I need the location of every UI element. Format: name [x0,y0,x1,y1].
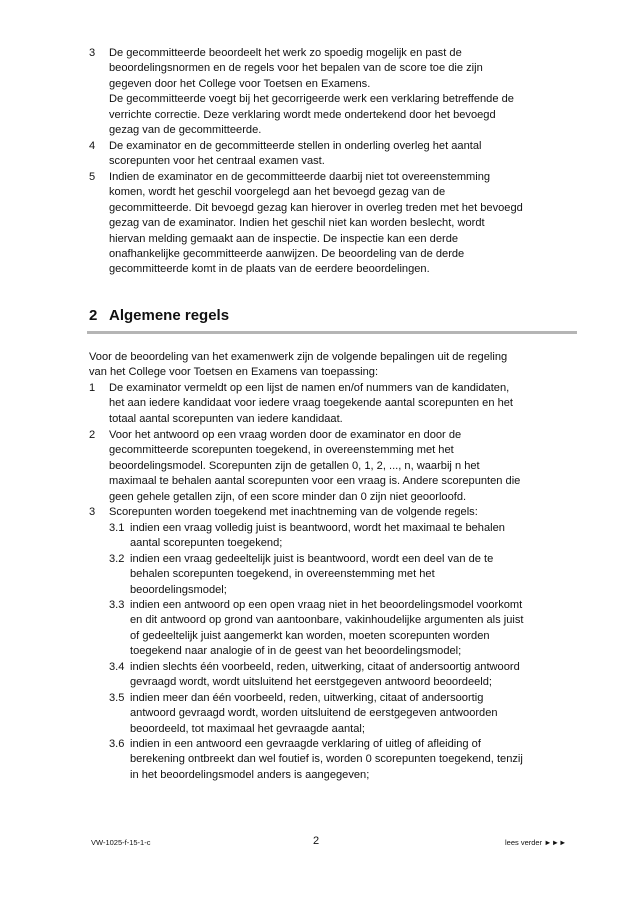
subrule-number: 3.6 [109,738,125,750]
subrule-number: 3.5 [109,692,125,704]
subrule-text: indien een antwoord op een open vraag niet in het beoordelingsmodel voorkomt en dit antwoord op grond van aantoonbare, vakinhoudelijke argumenten als juist of gedeeltelijk juist aangemerkt kan worden, moeten scorepunten worden toegekend naar analogie of in de geest van het beoordelingsmodel; [130,599,524,658]
rule-text: Scorepunten worden toegekend met inachtneming van de volgende regels: [109,506,478,518]
list-item-text: De examinator en de gecommitteerde stellen in onderling overleg het aantal scorepunten voor het centraal examen vast. [109,140,482,168]
subrule-number: 3.2 [109,553,125,565]
intro-paragraph: Voor de beoordeling van het examenwerk zijn de volgende bepalingen uit de regeling van het College voor Toetsen en Examens van toepassing: [89,351,508,379]
section-title: Algemene regels [109,307,230,324]
list-item-text: Indien de examinator en de gecommitteerde daarbij niet tot overeenstemming komen, wordt het geschil voorgelegd aan het bevoegd gezag van de gecommitteerde. Dit bevoegd gezag kan hierover in overleg treden met het bevoegd gezag van de examinator. Indien het geschil niet kan worden beslecht, wordt hiervan melding gemaakt aan de inspectie. De inspectie kan een derde onafhankelijke gecommitteerde aanwijzen. De beoordeling van de derde gecommitteerde komt in de plaats van de eerdere beoordelingen. [109,171,523,276]
subrule-number: 3.1 [109,522,125,534]
document-code: VW-1025-f-15-1-c [91,838,151,847]
rule-text: De examinator vermeldt op een lijst de namen en/of nummers van de kandidaten, het aan iedere kandidaat voor iedere vraag toegekende aantal scorepunten en het totaal aantal scorepunten van iedere kandidaat. [109,382,513,425]
page-number: 2 [313,835,320,847]
section-divider [87,331,577,334]
list-item-number: 3 [89,47,96,59]
section-number: 2 [89,307,98,324]
list-item-number: 5 [89,171,96,183]
subrule-text: indien meer dan één voorbeeld, reden, uitwerking, citaat of andersoortig antwoord gevraagd wordt, worden uitsluitend de eerstgegeven antwoorden beoordeeld, tot maximaal het gevraagde aantal; [130,692,498,735]
rule-number: 3 [89,506,96,518]
list-item-number: 4 [89,140,96,152]
subrule-text: indien een vraag gedeeltelijk juist is beantwoord, wordt een deel van de te behalen scorepunten toegekend, in overeenstemming met het beoordelingsmodel; [130,553,494,596]
subrule-number: 3.3 [109,599,125,611]
continue-label: lees verder ►►► [505,838,567,847]
list-item-text: De gecommitteerde beoordeelt het werk zo spoedig mogelijk en past de beoordelingsnormen en de regels voor het bepalen van de score toe die zijn gegeven door het College voor Toetsen en Examens. De gecommitteerde voegt bij het gecorrigeerde werk een verklaring betreffende de verrichte correctie. Deze verklaring wordt mede ondertekend door het bevoegd gezag van de gecommitteerde. [109,47,514,137]
rule-number: 1 [89,382,96,394]
subrule-text: indien slechts één voorbeeld, reden, uitwerking, citaat of andersoortig antwoord gevraagd wordt, wordt uitsluitend het eerstgegeven antwoord beoordeeld; [130,661,520,689]
subrule-text: indien een vraag volledig juist is beantwoord, wordt het maximaal te behalen aantal scorepunten toegekend; [130,522,505,550]
rule-text: Voor het antwoord op een vraag worden door de examinator en door de gecommitteerde scorepunten toegekend, in overeenstemming met het beoordelingsmodel. Scorepunten zijn de getallen 0, 1, 2, ..., n, waarbij n het maximaal te behalen aantal scorepunten voor een vraag is. Andere scorepunten die geen gehele getallen zijn, of een score minder dan 0 zijn niet geoorloofd. [109,429,521,503]
rule-number: 2 [89,429,96,441]
subrule-number: 3.4 [109,661,125,673]
subrule-text: indien in een antwoord een gevraagde verklaring of uitleg of afleiding of berekening ontbreekt dan wel foutief is, worden 0 scorepunten toegekend, tenzij in het beoordelingsmodel anders is aangegeven; [130,738,523,781]
section-heading [89,307,229,324]
